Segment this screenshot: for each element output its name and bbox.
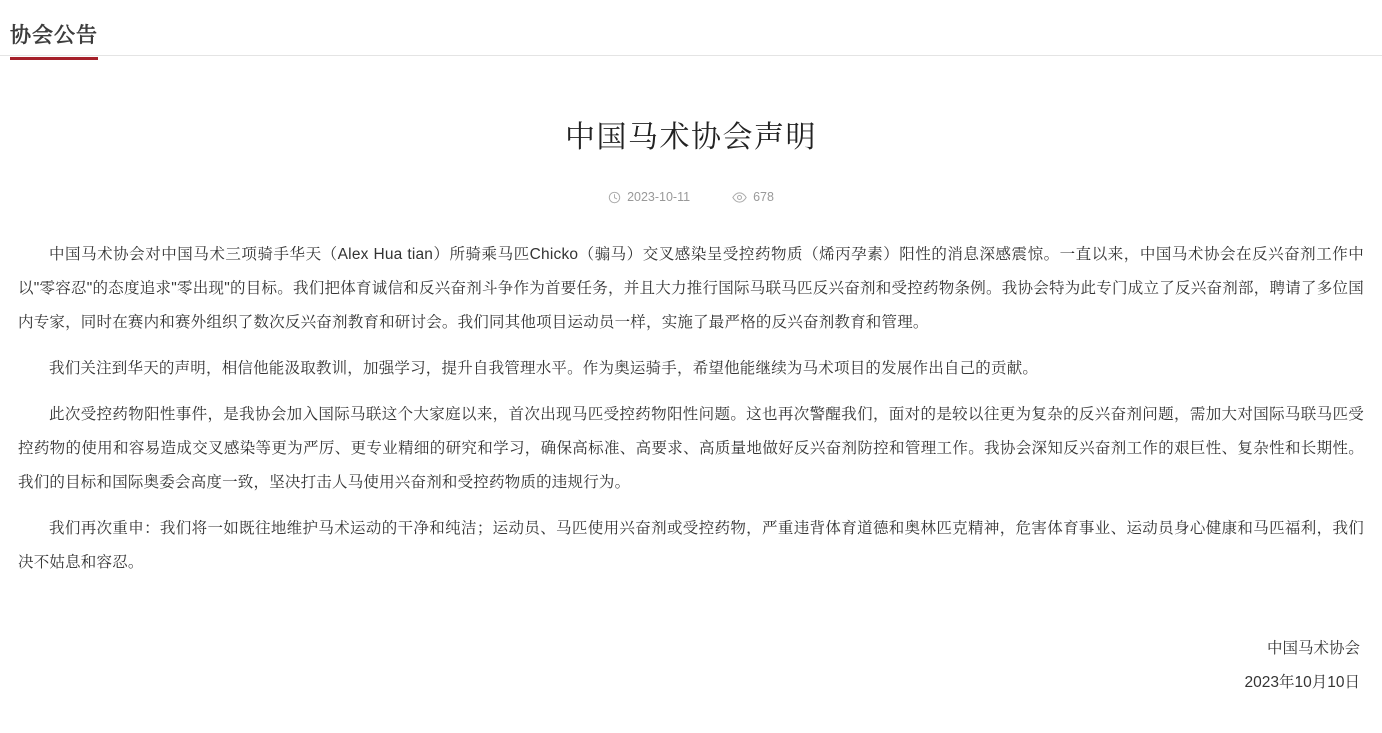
signature-org: 中国马术协会 <box>1266 640 1360 657</box>
paragraph: 中国马术协会对中国马术三项骑手华天（Alex Hua tian）所骑乘马匹Chicko（骟马）交叉感染呈受控药物质（烯丙孕素）阳性的消息深感震惊。一直以来，中国马术协会在反兴奋剂工作中以"零容忍"的态度追求"零出现"的目标。我们把体育诚信和反兴奋剂斗争作为首要任务，并且大力推行国际马联马匹反兴奋剂和受控药物条例。我协会特为此专门成立了反兴奋剂部，聘请了多位国内专家，同时在赛内和赛外组织了数次反兴奋剂教育和研讨会。我们同其他项目运动员一样，实施了最严格的反兴奋剂教育和管理。 <box>18 246 1364 331</box>
publish-date-text: 2023-10-11 <box>627 190 691 205</box>
paragraph: 我们再次重申：我们将一如既往地维护马术运动的干净和纯洁；运动员、马匹使用兴奋剂或受控药物，严重违背体育道德和奥林匹克精神，危害体育事业、运动员身心健康和马匹福利，我们决不姑息和容忍。 <box>18 520 1364 571</box>
page-title: 中国马术协会声明 <box>565 121 817 154</box>
signature-date: 2023年10月10日 <box>1244 674 1360 691</box>
section-header <box>0 0 1382 56</box>
paragraph: 此次受控药物阳性事件，是我协会加入国际马联这个大家庭以来，首次出现马匹受控药物阳性问题。这也再次警醒我们，面对的是较以往更为复杂的反兴奋剂问题，需加大对国际马联马匹受控药物的使用和容易造成交叉感染等更为严厉、更专业精细的研究和学习，确保高标准、高要求、高质量地做好反兴奋剂防控和管理工作。我协会深知反兴奋剂工作的艰巨性、复杂性和长期性。我们的目标和国际奥委会高度一致，坚决打击人马使用兴奋剂和受控药物质的违规行为。 <box>18 406 1364 491</box>
paragraph: 我们关注到华天的声明，相信他能汲取教训，加强学习，提升自我管理水平。作为奥运骑手，希望他能继续为马术项目的发展作出自己的贡献。 <box>49 360 1039 377</box>
signature-block <box>18 632 1364 700</box>
eye-icon <box>732 191 747 204</box>
view-count-text: 678 <box>753 190 774 205</box>
section-title: 协会公告 <box>10 24 98 60</box>
clock-icon <box>608 191 621 204</box>
publish-date <box>608 191 690 204</box>
article-meta <box>18 191 1364 204</box>
article <box>0 118 1382 700</box>
view-count <box>732 191 774 204</box>
article-body <box>18 238 1364 580</box>
